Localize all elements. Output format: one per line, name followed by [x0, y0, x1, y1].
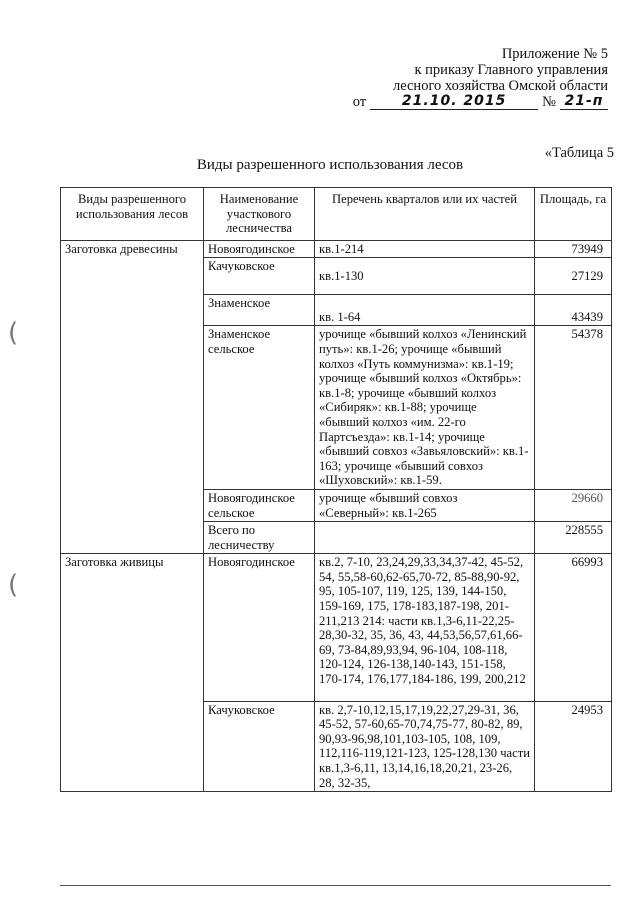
- forestry-cell: Новоягодинское: [204, 240, 315, 258]
- blocks-cell: [315, 522, 535, 554]
- forestry-cell: Знаменское сельское: [204, 326, 315, 490]
- table-row: [61, 240, 612, 258]
- column-header: Виды разрешенного использования лесов: [61, 188, 204, 241]
- blocks-cell: урочище «бывший совхоз «Северный»: кв.1-265: [315, 489, 535, 521]
- area-cell: 29660: [535, 489, 612, 521]
- authority-name: лесного хозяйства Омской области: [392, 78, 608, 94]
- handwritten-number: 21-п: [564, 93, 604, 109]
- margin-mark: (: [8, 570, 19, 600]
- column-header: Площадь, га: [535, 188, 612, 241]
- area-cell: 43439: [535, 295, 612, 326]
- area-cell: 228555: [535, 522, 612, 554]
- area-cell: 24953: [535, 701, 612, 792]
- handwritten-date: 21.10. 2015: [401, 93, 507, 109]
- forestry-cell: Всего по лесничеству: [204, 522, 315, 554]
- area-cell: 73949: [535, 240, 612, 258]
- date-prefix: от: [352, 94, 367, 110]
- page-bottom-rule: [60, 885, 611, 886]
- column-header: Перечень кварталов или их частей: [315, 188, 535, 241]
- area-cell: 54378: [535, 326, 612, 490]
- blocks-cell: урочище «бывший колхоз «Ленинский путь»: кв.1-26; урочище «бывший колхоз «Путь коммунизма»: кв.1-19; урочище «бывший колхоз «Октябрь»: кв.1-8; урочище «бывший колхоз «Сибиряк»: кв.1-88; урочище «бывший колхоз «им. 22-го Партсъезда»: кв.1-14; урочище «бывший совхоз «Завьяловский»: кв.1-163; урочище «бывший совхоз «Шуховский»: кв.1-59.: [315, 326, 535, 490]
- forestry-cell: Качуковское: [204, 258, 315, 295]
- table-label: «Таблица 5: [544, 145, 614, 161]
- number-blank: [560, 94, 608, 110]
- order-header: [308, 46, 608, 110]
- order-reference: к приказу Главного управления: [414, 62, 608, 78]
- area-cell: 27129: [535, 258, 612, 295]
- blocks-cell: кв.1-214: [315, 240, 535, 258]
- blocks-cell: кв. 2,7-10,12,15,17,19,22,27,29-31, 36, 45-52, 57-60,65-70,74,75-77, 80-82, 89, 90,93-96,98,101,103-105, 108, 109, 112,116-119,121-123, 125-128,130 части кв.1,3-6,11, 13,14,16,18,20,21, 23-26, 28, 32-35,: [315, 701, 535, 792]
- date-blank: [370, 94, 538, 110]
- blocks-cell: кв.1-130: [315, 258, 535, 295]
- forest-use-table: [60, 187, 612, 792]
- table-row: [61, 554, 612, 701]
- date-number-line: [308, 94, 608, 110]
- forestry-cell: Качуковское: [204, 701, 315, 792]
- blocks-cell: кв. 1-64: [315, 295, 535, 326]
- blocks-cell: кв.2, 7-10, 23,24,29,33,34,37-42, 45-52, 54, 55,58-60,62-65,70-72, 85-88,90-92, 95, 105-107, 119, 125, 139, 144-150, 159-169, 175, 178-183,187-198, 201-211,213 214: части кв.1,3-6,11-22,25-28,30-32, 35, 36, 43, 44,53,56,57,61,66-69, 73-84,89,93,94, 96-104, 108-118, 120-124, 126-138,140-143, 151-158, 170-174, 176,177,184-186, 199, 200,212: [315, 554, 535, 701]
- column-header: Наименование участкового лесничества: [204, 188, 315, 241]
- forestry-cell: Знаменское: [204, 295, 315, 326]
- document-title: Виды разрешенного использования лесов: [196, 157, 464, 173]
- table-header-row: [61, 188, 612, 241]
- margin-mark: (: [8, 318, 19, 348]
- appendix-number: Приложение № 5: [501, 46, 608, 62]
- area-cell: 66993: [535, 554, 612, 701]
- forestry-cell: Новоягодинское сельское: [204, 489, 315, 521]
- use-type-cell: Заготовка древесины: [61, 240, 204, 554]
- use-type-cell: Заготовка живицы: [61, 554, 204, 792]
- number-prefix: №: [542, 94, 556, 110]
- forestry-cell: Новоягодинское: [204, 554, 315, 701]
